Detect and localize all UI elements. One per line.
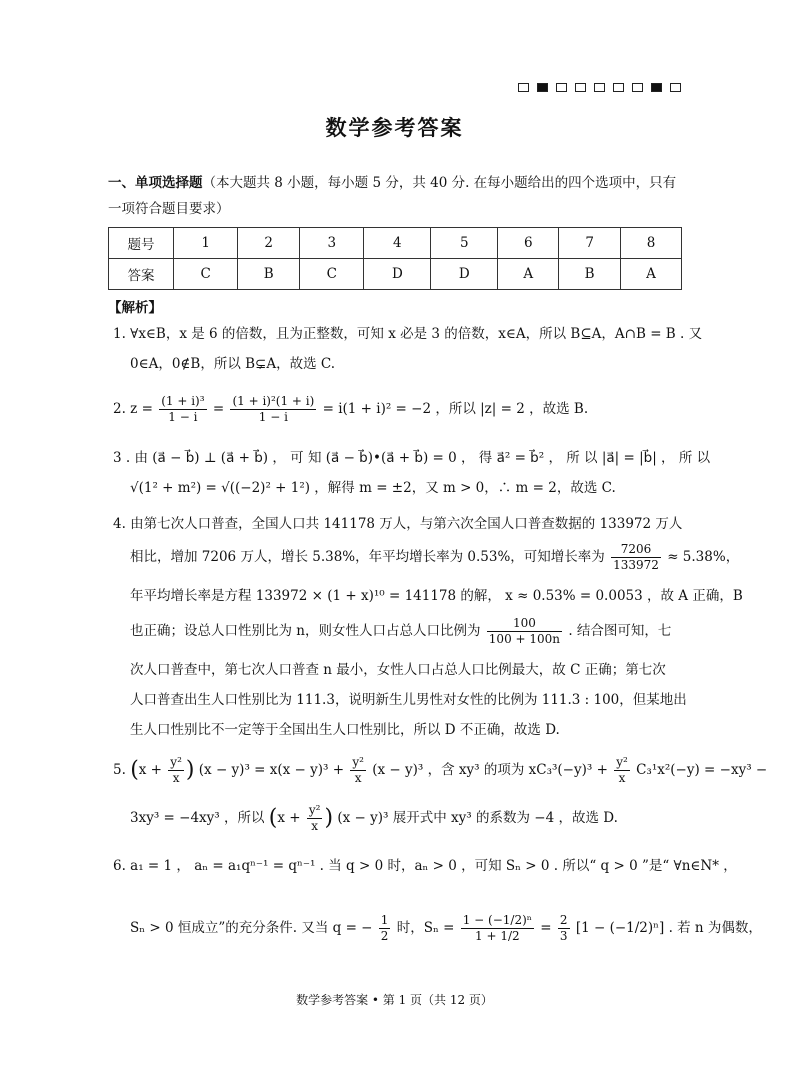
- denominator: 3: [559, 929, 568, 943]
- denominator: 100 + 100n: [488, 632, 561, 646]
- row-label: 答案: [109, 259, 174, 290]
- table-cell: B: [559, 259, 621, 290]
- table-cell: C: [174, 259, 238, 290]
- fraction: [350, 755, 366, 786]
- fraction: [611, 542, 661, 573]
- numerator: y²: [170, 755, 182, 769]
- table-cell: D: [364, 259, 431, 290]
- paren-left: (: [268, 805, 278, 831]
- text: 3xy³ = −4xy³ ，所以: [130, 810, 265, 826]
- text: x +: [138, 762, 162, 778]
- solution-4-line-7: 生人口性别比不一定等于全国出生人口性别比，所以 D 不正确，故选 D.: [130, 722, 560, 738]
- text: [1 − (−1/2)ⁿ]: [575, 920, 665, 936]
- paren-left: (: [130, 757, 139, 783]
- mark-box: [632, 83, 643, 92]
- numerator: y²: [616, 755, 628, 769]
- mark-box: [537, 83, 548, 92]
- table-cell: A: [621, 259, 682, 290]
- mark-box: [518, 83, 529, 92]
- solution-1-line-1: 1. ∀x∈B，x 是 6 的倍数，且为正整数，可知 x 必是 3 的倍数，x∈A，所以 B⊆A，A∩B = B . 又: [113, 326, 703, 342]
- solution-4-line-6: 人口普查出生人口性别比为 111.3，说明新生儿男性对女性的比例为 111.3 : 100，但某地出: [130, 692, 687, 708]
- text: C₃¹x²(−y) = −xy³ −: [636, 762, 768, 778]
- text: =: [212, 401, 225, 417]
- section-desc: （本大题共 8 小题，每小题 5 分，共 40 分. 在每小题给出的四个选项中，只有一项符合题目要求）: [108, 175, 677, 217]
- text: 5.: [113, 762, 126, 778]
- table-row: [109, 228, 682, 259]
- solution-2: [113, 392, 683, 426]
- denominator: 1 + 1/2: [475, 929, 520, 943]
- fraction: [168, 755, 184, 786]
- denominator: 2: [380, 929, 389, 943]
- text: . 若 n 为偶数，: [668, 920, 762, 936]
- fraction: [159, 394, 206, 425]
- denominator: 1 − i: [168, 410, 198, 424]
- fraction: [307, 803, 323, 834]
- numerator: 2: [559, 913, 568, 927]
- text: 2. z =: [113, 401, 153, 417]
- text: 时，Sₙ =: [396, 920, 455, 936]
- table-cell: B: [238, 259, 300, 290]
- mark-box: [556, 83, 567, 92]
- text: (x − y)³ = x(x − y)³ +: [198, 762, 345, 778]
- answer-table: [108, 227, 682, 290]
- numerator: (1 + i)³: [161, 394, 205, 408]
- solution-6-line-2: [130, 906, 762, 950]
- paren-right: ): [185, 757, 195, 783]
- text: . 结合图可知，七: [568, 623, 672, 639]
- table-cell: 4: [364, 228, 431, 259]
- fraction: [461, 913, 534, 944]
- denominator: 133972: [613, 558, 659, 572]
- denominator: x: [311, 819, 319, 833]
- paren-right: ): [324, 805, 334, 831]
- text: Sₙ > 0 恒成立”的充分条件. 又当 q = −: [130, 920, 373, 936]
- fraction: [230, 394, 316, 425]
- text: ≈ 5.38%，: [667, 549, 740, 565]
- denominator: x: [618, 771, 626, 785]
- text: =: [540, 920, 552, 936]
- section-intro: [108, 170, 682, 222]
- solution-4-line-1: 4. 由第七次人口普查，全国人口共 141178 万人，与第六次全国人口普查数据的 133972 万人: [113, 516, 683, 532]
- section-heading: 一、单项选择题: [108, 175, 203, 191]
- mark-box: [613, 83, 624, 92]
- numerator: 1: [380, 913, 389, 927]
- denominator: x: [354, 771, 362, 785]
- solution-4-line-4: [130, 614, 700, 648]
- analysis-label: 【解析】: [108, 300, 162, 316]
- header-marks: [518, 83, 681, 92]
- text: x +: [277, 810, 301, 826]
- fraction: [614, 755, 630, 786]
- text: 相比，增加 7206 万人，增长 5.38%，年平均增长率为 0.53%，可知增长率为: [130, 549, 605, 565]
- numerator: 7206: [611, 542, 661, 558]
- text: (x − y)³ ，含 xy³ 的项为 xC₃³(−y)³ +: [372, 762, 608, 778]
- table-cell: C: [300, 259, 364, 290]
- table-row: [109, 259, 682, 290]
- fraction: [379, 913, 391, 944]
- table-cell: A: [498, 259, 559, 290]
- text: = i(1 + i)² = −2 ，所以 |z| = 2 ，故选 B.: [322, 401, 589, 417]
- fraction: [558, 913, 570, 944]
- table-cell: 8: [621, 228, 682, 259]
- table-cell: 3: [300, 228, 364, 259]
- table-cell: 2: [238, 228, 300, 259]
- denominator: 1 − i: [258, 410, 288, 424]
- numerator: 100: [487, 616, 562, 632]
- numerator: 1 − (−1/2)ⁿ: [462, 913, 532, 927]
- mark-box: [575, 83, 586, 92]
- solution-3-line-2: √(1² + m²) = √((−2)² + 1²) ，解得 m = ±2，又 m > 0，∴ m = 2，故选 C.: [130, 480, 616, 496]
- text: 也正确；设总人口性别比为 n，则女性人口占总人口比例为: [130, 623, 481, 639]
- numerator: y²: [308, 803, 321, 817]
- solution-4-line-3: 年平均增长率是方程 133972 × (1 + x)¹⁰ = 141178 的解， x ≈ 0.53% = 0.0053 ，故 A 正确，B: [130, 588, 743, 604]
- solution-5-line-1: [113, 752, 768, 789]
- table-cell: 5: [431, 228, 498, 259]
- mark-box: [670, 83, 681, 92]
- solution-5-line-2: [130, 800, 700, 837]
- numerator: (1 + i)²(1 + i): [232, 394, 315, 408]
- solution-4-line-2: [130, 540, 740, 574]
- table-cell: 7: [559, 228, 621, 259]
- table-cell: 1: [174, 228, 238, 259]
- solution-1-line-2: 0∈A，0∉B，所以 B⊊A，故选 C.: [130, 356, 336, 372]
- page-title: 数学参考答案: [325, 116, 464, 140]
- solution-4-line-5: 次人口普查中，第七次人口普查 n 最小，女性人口占总人口比例最大，故 C 正确；第七次: [130, 662, 666, 678]
- solution-3-line-1: 3 . 由 (a⃗ − b⃗) ⊥ (a⃗ + b⃗) ， 可 知 (a⃗ − b⃗)•(a⃗ + b⃗) = 0 ， 得 a⃗² = b⃗² ， 所 以 |a⃗| = |b⃗| ， 所 以: [113, 450, 711, 466]
- solution-6-line-1: 6. a₁ = 1 ， aₙ = a₁qⁿ⁻¹ = qⁿ⁻¹ . 当 q > 0 时，aₙ > 0 ，可知 Sₙ > 0 . 所以“ q > 0 ”是“ ∀n∈N* ，: [113, 858, 737, 874]
- table-cell: D: [431, 259, 498, 290]
- numerator: y²: [352, 755, 364, 769]
- page-footer: 数学参考答案 • 第 1 页（共 12 页）: [296, 993, 493, 1007]
- table-cell: 6: [498, 228, 559, 259]
- row-label: 题号: [109, 228, 174, 259]
- mark-box: [594, 83, 605, 92]
- mark-box: [651, 83, 662, 92]
- denominator: x: [172, 771, 180, 785]
- fraction: [487, 616, 562, 647]
- text: (x − y)³ 展开式中 xy³ 的系数为 −4 ，故选 D.: [337, 810, 618, 826]
